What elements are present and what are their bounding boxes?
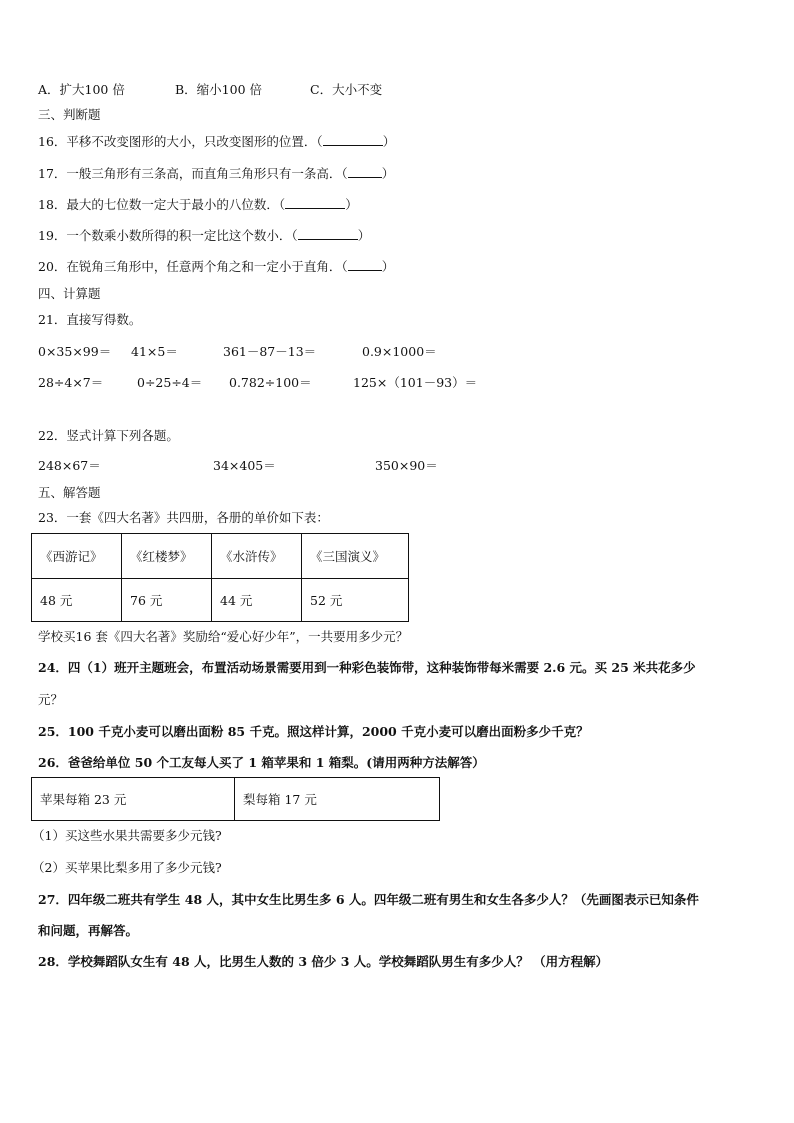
table-cell: 梨每箱 17 元 xyxy=(235,778,440,821)
table-cell: 《水浒传》 xyxy=(212,534,302,579)
option-a: A．扩大100 倍 xyxy=(38,82,125,97)
calc-item: 350×90＝ xyxy=(375,458,438,473)
question-27: 27．四年级二班共有学生 48 人，其中女生比男生多 6 人。四年级二班有男生和女生各多少人？（先画图表示已知条件 xyxy=(38,892,699,907)
table-cell: 44 元 xyxy=(212,579,302,622)
question-21: 21．直接写得数。 xyxy=(38,312,142,327)
calc-item: 0×35×99＝ xyxy=(38,344,112,359)
table-row xyxy=(32,534,409,579)
table-row xyxy=(32,778,440,821)
question-26-sub2: （2）买苹果比梨多用了多少元钱? xyxy=(32,860,222,875)
answer-blank: （ ） xyxy=(278,197,358,212)
calc-item: 125×（101－93）＝ xyxy=(353,375,478,390)
question-18-text: 18．最大的七位数一定大于最小的八位数． xyxy=(38,197,279,212)
question-23: 23．一套《四大名著》共四册，各册的单价如下表： xyxy=(38,510,329,525)
question-22: 22．竖式计算下列各题。 xyxy=(38,428,179,443)
table-cell: 《三国演义》 xyxy=(302,534,409,579)
option-c: C．大小不变 xyxy=(310,82,383,97)
answer-blank: （ ） xyxy=(341,259,395,274)
answer-blank: （ ） xyxy=(291,228,371,243)
question-20 xyxy=(38,259,394,275)
table-cell: 48 元 xyxy=(32,579,122,622)
calc-item: 248×67＝ xyxy=(38,458,101,473)
question-16-text: 16．平移不改变图形的大小，只改变图形的位置． xyxy=(38,134,317,149)
books-price-table xyxy=(31,533,409,622)
table-cell: 《红楼梦》 xyxy=(122,534,212,579)
table-cell: 《西游记》 xyxy=(32,534,122,579)
question-17 xyxy=(38,166,394,182)
section-title-calculation: 四、计算题 xyxy=(38,286,101,301)
question-19-text: 19．一个数乘小数所得的积一定比这个数小． xyxy=(38,228,292,243)
question-23-ask: 学校买16 套《四大名著》奖励给“爱心好少年”，一共要用多少元？ xyxy=(38,629,409,644)
option-b: B．缩小100 倍 xyxy=(175,82,263,97)
calc-item: 0÷25÷4＝ xyxy=(137,375,203,390)
table-row xyxy=(32,579,409,622)
calc-item: 361－87－13＝ xyxy=(223,344,317,359)
answer-blank: （ ） xyxy=(341,166,395,181)
calc-item: 34×405＝ xyxy=(213,458,276,473)
answer-blank: （ ） xyxy=(316,134,396,149)
table-cell: 苹果每箱 23 元 xyxy=(32,778,235,821)
calc-item: 28÷4×7＝ xyxy=(38,375,104,390)
question-18 xyxy=(38,197,358,213)
calc-item: 0.782÷100＝ xyxy=(229,375,312,390)
question-16 xyxy=(38,134,395,150)
section-title-judgement: 三、判断题 xyxy=(38,107,101,122)
calc-item: 41×5＝ xyxy=(131,344,178,359)
question-20-text: 20．在锐角三角形中，任意两个角之和一定小于直角． xyxy=(38,259,342,274)
question-17-text: 17．一般三角形有三条高，而直角三角形只有一条高． xyxy=(38,166,342,181)
question-26-sub1: （1）买这些水果共需要多少元钱? xyxy=(32,828,222,843)
question-26: 26．爸爸给单位 50 个工友每人买了 1 箱苹果和 1 箱梨。(请用两种方法解答） xyxy=(38,755,485,770)
question-28: 28．学校舞蹈队女生有 48 人，比男生人数的 3 倍少 3 人。学校舞蹈队男生有多少人？ （用方程解） xyxy=(38,954,609,969)
table-cell: 52 元 xyxy=(302,579,409,622)
section-title-solve: 五、解答题 xyxy=(38,485,101,500)
question-24-cont: 元？ xyxy=(38,692,64,707)
fruit-price-table xyxy=(31,777,440,821)
table-cell: 76 元 xyxy=(122,579,212,622)
question-19 xyxy=(38,228,370,244)
question-27-cont: 和问题，再解答。 xyxy=(38,923,139,938)
calc-item: 0.9×1000＝ xyxy=(362,344,437,359)
question-24: 24．四（1）班开主题班会，布置活动场景需要用到一种彩色装饰带，这种装饰带每米需要 2.6 元。买 25 米共花多少 xyxy=(38,660,696,675)
question-25: 25．100 千克小麦可以磨出面粉 85 千克。照这样计算，2000 千克小麦可以磨出面粉多少千克？ xyxy=(38,724,589,739)
